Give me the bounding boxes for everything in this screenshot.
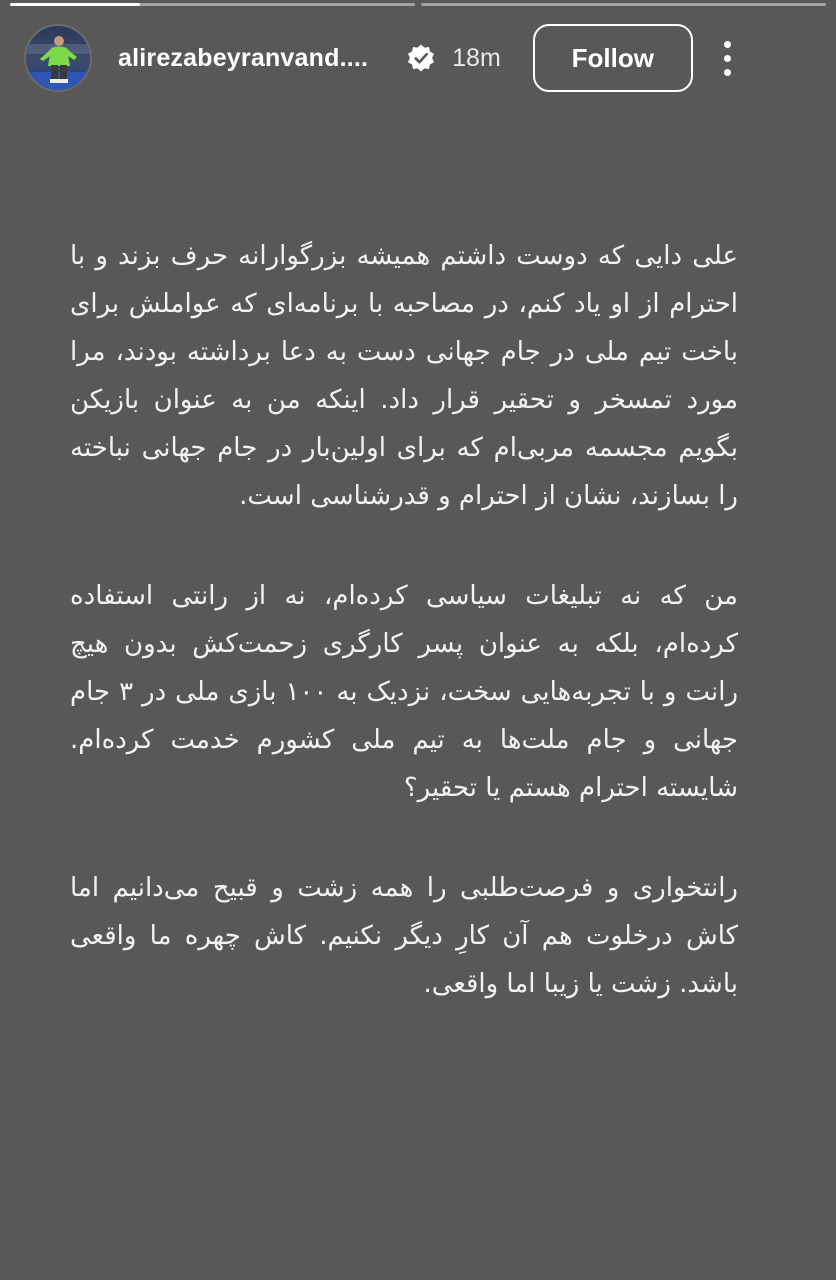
more-dot — [724, 41, 731, 48]
story-progress-bar — [10, 3, 826, 6]
story-progress-segment-2 — [421, 3, 826, 6]
story-paragraph-3: رانتخواری و فرصت‌طلبی را همه زشت و قبیح می‌دانیم اما کاش درخلوت هم آن کارِ دیگر نکنیم. کاش چهره ما واقعی باشد. زشت یا زیبا اما واقعی. — [70, 873, 738, 999]
avatar[interactable] — [24, 24, 92, 92]
username[interactable]: alirezabeyranvand.... — [118, 43, 369, 72]
story-progress-fill-1 — [10, 3, 140, 6]
post-time: 18m — [452, 43, 501, 72]
story-progress-segment-1 — [10, 3, 415, 6]
story-paragraph-1: علی دایی که دوست داشتم همیشه بزرگوارانه حرف بزند و با احترام از او یاد کنم، در مصاحبه با برنامه‌ای که عواملش برای باخت تیم ملی در جام جهانی دست به دعا برداشته بودند، مرا مورد تمسخر و تحقیر قرار داد. اینکه من به عنوان بازیکن بگویم مجسمه مربی‌ام که برای اولین‌بار در جام جهانی نباخته را بسازند، نشان از احترام و قدرشناسی است. — [70, 241, 738, 511]
story-paragraph-2: من که نه تبلیغات سیاسی کرده‌ام، نه از رانتی استفاده کرده‌ام، بلکه به عنوان پسر کارگری زحمت‌کش بدون هیچ رانت و با تجربه‌هایی سخت، نزدیک به ۱۰۰ بازی ملی در ۳ جام جهانی و جام ملت‌ها به تیم ملی کشورم خدمت کرده‌ام. شایسته احترام هستم یا تحقیر؟ — [70, 581, 738, 803]
story-header — [24, 22, 816, 94]
verified-badge-icon — [406, 43, 436, 73]
follow-button[interactable]: Follow — [533, 24, 693, 92]
story-text — [70, 232, 738, 1008]
more-dot — [724, 55, 731, 62]
more-dot — [724, 69, 731, 76]
more-options-icon[interactable] — [713, 28, 743, 88]
avatar-image — [26, 26, 90, 90]
